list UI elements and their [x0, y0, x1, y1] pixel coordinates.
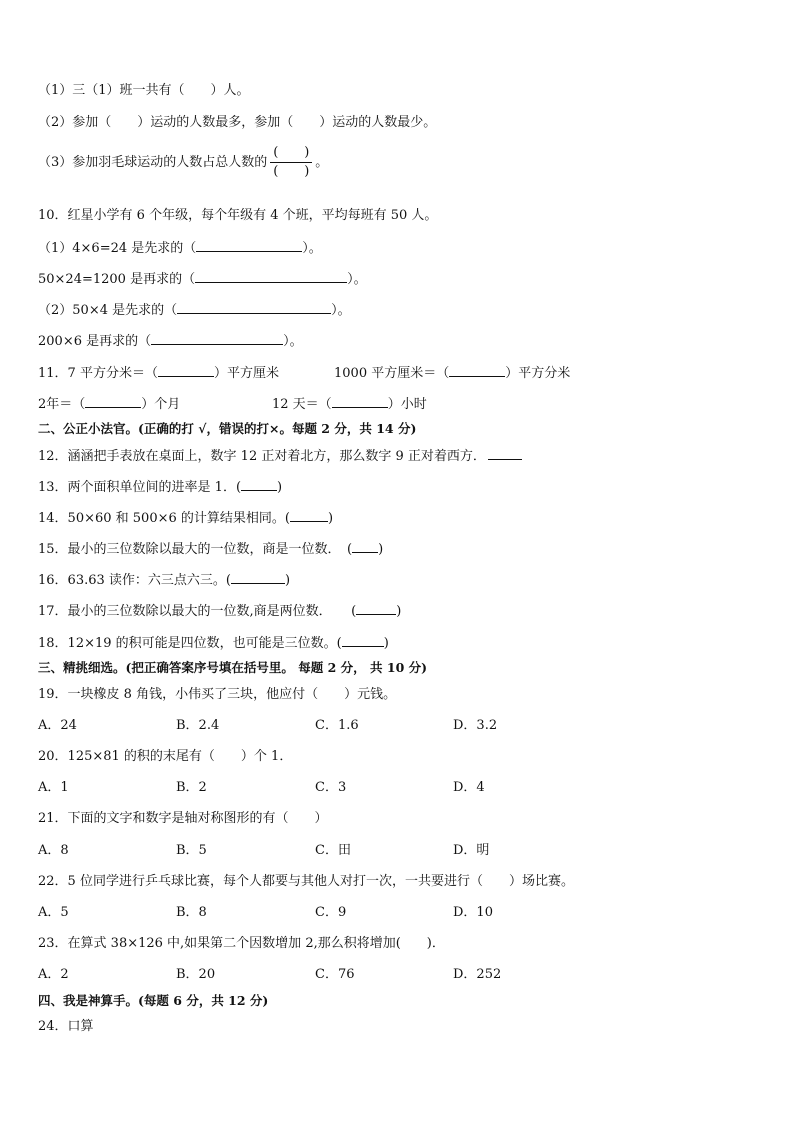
q24-stem: 24．口算 [38, 1019, 94, 1034]
q10-c-text: （2）50×4 是先求的（ [38, 303, 178, 318]
answer-blank[interactable] [332, 395, 388, 408]
q10-stem: 10．红星小学有 6 个年级，每个年级有 4 个班，平均每班有 50 人。 [38, 208, 438, 223]
q13-text: 13．两个面积单位间的进率是 1．( [38, 480, 242, 495]
answer-blank[interactable] [241, 478, 277, 491]
q11-part-d [272, 395, 427, 413]
q13 [38, 478, 282, 496]
q15 [38, 540, 383, 558]
q20-stem: 20．125×81 的积的末尾有（ ）个 1． [38, 749, 293, 764]
q21-option-b[interactable]: B．5 [176, 843, 207, 858]
q10-a-text: （1）4×6=24 是先求的（ [38, 241, 197, 256]
q10-a-close: ）。 [302, 241, 322, 256]
q9-part1: （1）三（1）班一共有（ ）人。 [38, 83, 250, 98]
q18-close: ) [383, 636, 389, 651]
answer-blank[interactable] [231, 571, 285, 584]
answer-blank[interactable] [488, 447, 522, 460]
q11-c-text: 2年＝（ [38, 397, 86, 412]
q22-option-d[interactable]: D．10 [453, 905, 493, 920]
q21-option-c[interactable]: C．田 [315, 843, 351, 858]
q13-close: ) [277, 480, 283, 495]
q12 [38, 447, 522, 465]
q12-text: 12．涵涵把手表放在桌面上，数字 12 正对着北方，那么数字 9 正对着西方． [38, 449, 486, 464]
answer-blank[interactable] [85, 395, 141, 408]
q10-part-c [38, 301, 351, 319]
q10-d-close: ）。 [283, 334, 303, 349]
q18 [38, 634, 389, 652]
q14-close: ) [327, 511, 334, 526]
q21-option-a[interactable]: A．8 [38, 843, 69, 858]
q11-a-text: 11．7 平方分米＝（ [38, 366, 158, 381]
q21-stem: 21．下面的文字和数字是轴对称图形的有（ ） [38, 811, 328, 826]
q11-part-b [334, 364, 570, 382]
q23-option-b[interactable]: B．20 [176, 967, 216, 982]
q16-close: ) [284, 573, 291, 588]
q19-option-c[interactable]: C．1.6 [315, 718, 359, 733]
q23-option-a[interactable]: A．2 [38, 967, 69, 982]
q14-text: 14．50×60 和 500×6 的计算结果相同。( [38, 511, 290, 526]
q10-part-b [38, 270, 367, 288]
q20-option-c[interactable]: C．3 [315, 780, 347, 795]
q9-part3-text: （3）参加羽毛球运动的人数占总人数的 [38, 155, 268, 170]
answer-blank[interactable] [195, 270, 347, 283]
q15-text: 15．最小的三位数除以最大的一位数，商是一位数． ( [38, 542, 353, 557]
q11-d-text: 12 天＝（ [272, 397, 332, 412]
q19-stem: 19．一块橡皮 8 角钱，小伟买了三块，他应付（ ）元钱。 [38, 687, 397, 702]
q11-b-unit: ）平方分米 [505, 366, 571, 381]
q9-part2: （2）参加（ ）运动的人数最多，参加（ ）运动的人数最少。 [38, 115, 437, 130]
q10-part-d [38, 332, 303, 350]
q23-option-c[interactable]: C．76 [315, 967, 355, 982]
q10-d-text: 200×6 是再求的（ [38, 334, 152, 349]
q19-option-b[interactable]: B．2.4 [176, 718, 220, 733]
section-heading-calculation: 四、我是神算手。(每题 6 分，共 12 分) [38, 993, 269, 1008]
q22-option-a[interactable]: A．5 [38, 905, 69, 920]
answer-blank[interactable] [449, 364, 505, 377]
q9-part3 [38, 144, 328, 181]
answer-blank[interactable] [290, 509, 328, 522]
q10-b-text: 50×24=1200 是再求的（ [38, 272, 196, 287]
q11-part-a [38, 364, 279, 382]
answer-blank[interactable] [356, 602, 396, 615]
q20-option-d[interactable]: D．4 [453, 780, 485, 795]
answer-blank[interactable] [151, 332, 283, 345]
q16 [38, 571, 290, 589]
q10-c-close: ）。 [331, 303, 351, 318]
fraction-numerator: ( ) [273, 145, 310, 160]
q14 [38, 509, 333, 527]
q9-part3-end: 。 [315, 155, 329, 170]
q20-option-a[interactable]: A．1 [38, 780, 69, 795]
q22-option-c[interactable]: C．9 [315, 905, 347, 920]
q11-c-unit: ）个月 [141, 397, 181, 412]
q18-text: 18．12×19 的积可能是四位数，也可能是三位数。( [38, 636, 342, 651]
q17 [38, 602, 401, 620]
q11-a-unit: ）平方厘米 [213, 366, 279, 381]
q11-b-text: 1000 平方厘米＝（ [334, 366, 450, 381]
q15-close: ) [378, 542, 384, 557]
answer-blank[interactable] [352, 540, 378, 553]
answer-blank[interactable] [196, 239, 302, 252]
answer-blank[interactable] [177, 301, 331, 314]
q11-d-unit: ）小时 [387, 397, 427, 412]
answer-blank[interactable] [158, 364, 214, 377]
q23-stem: 23．在算式 38×126 中,如果第二个因数增加 2,那么积将增加( )． [38, 936, 445, 951]
answer-blank[interactable] [342, 634, 384, 647]
q17-text: 17．最小的三位数除以最大的一位数,商是两位数． ( [38, 604, 357, 619]
q19-option-d[interactable]: D．3.2 [453, 718, 498, 733]
q22-stem: 22．5 位同学进行乒乓球比赛，每个人都要与其他人对打一次，一共要进行（ ）场比赛。 [38, 874, 574, 889]
q21-option-d[interactable]: D．明 [453, 843, 490, 858]
section-heading-true-false: 二、公正小法官。(正确的打 √，错误的打×。每题 2 分，共 14 分) [38, 421, 417, 436]
q22-option-b[interactable]: B．8 [176, 905, 207, 920]
q10-part-a [38, 239, 322, 257]
q20-option-b[interactable]: B．2 [176, 780, 207, 795]
q11-part-c [38, 395, 180, 413]
section-heading-multiple-choice: 三、精挑细选。(把正确答案序号填在括号里。 每题 2 分， 共 10 分) [38, 660, 428, 675]
q10-b-close: ）。 [347, 272, 367, 287]
fraction-denominator: ( ) [273, 164, 310, 179]
q16-text: 16．63.63 读作：六三点六三。( [38, 573, 231, 588]
q19-option-a[interactable]: A．24 [38, 718, 77, 733]
q23-option-d[interactable]: D．252 [453, 967, 502, 982]
q17-close: ) [396, 604, 402, 619]
answer-fraction[interactable] [270, 144, 312, 181]
